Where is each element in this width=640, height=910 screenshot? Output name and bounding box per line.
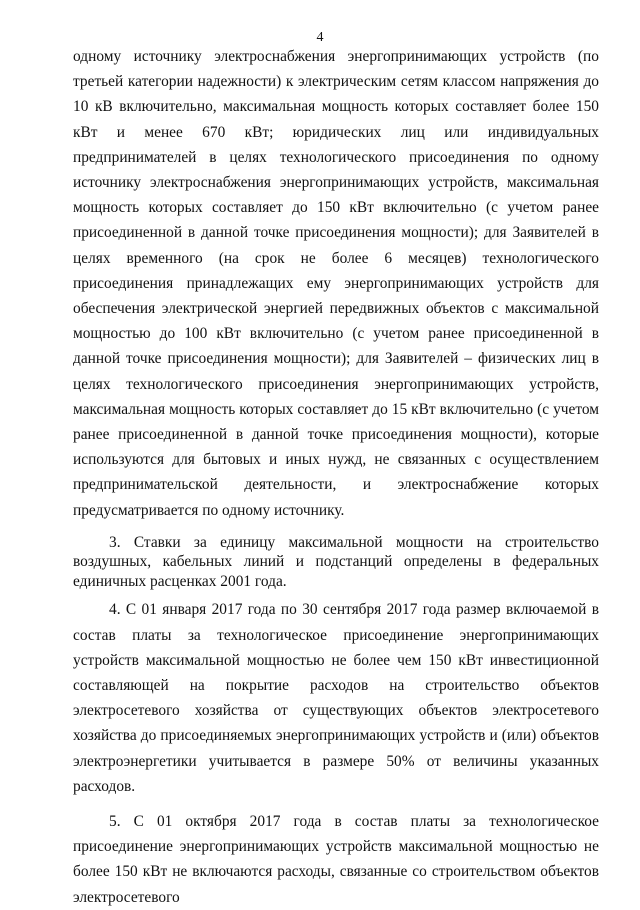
paragraph-4-investment-component: 4. С 01 января 2017 года по 30 сентября 2017 года размер включаемой в состав платы за технологическое присоединение энергопринимающих устройств максимальной мощностью не более чем 150 кВт инвестиционной составляющей на покрытие расходов на строительство объектов электросетевого хозяйства от существующих объектов электросетевого хозяйства до присоединяемых энергопринимающих устройств и (или) объектов электроэнергетики учитывается в размере 50% от величины указанных расходов.	[73, 601, 599, 795]
page-number: 4	[316, 30, 324, 45]
paragraph-3-rates: 3. Ставки за единицу максимальной мощности на строительство воздушных, кабельных линий и подстанций определены в федеральных единичных расценках 2001 года.	[73, 533, 599, 590]
paragraph-5-october-2017: 5. С 01 октября 2017 года в состав платы за технологическое присоединение энергопринимающих устройств максимальной мощностью не более 150 кВт не включаются расходы, связанные со строительством объектов электросетевого	[73, 812, 599, 906]
paragraph-continuation: одному источнику электроснабжения энергопринимающих устройств (по третьей категории надежности) к электрическим сетям классом напряжения до 10 кВ включительно, максимальная мощность которых составляет более 150 кВт и менее 670 кВт; юридических лиц или индивидуальных предпринимателей в целях технологического присоединения по одному источнику электроснабжения энергопринимающих устройств, максимальная мощность которых составляет до 150 кВт включительно (с учетом ранее присоединенной в данной точке присоединения мощности); для Заявителей в целях временного (на срок не более 6 месяцев) технологического присоединения принадлежащих ему энергопринимающих устройств для обеспечения электрической энергией передвижных объектов с максимальной мощностью до 100 кВт включительно (с учетом ранее присоединенной в данной точке присоединения мощности); для Заявителей – физических лиц в целях технологического присоединения энергопринимающих устройств, максимальная мощность которых составляет до 15 кВт включительно (с учетом ранее присоединенной в данной точке присоединения мощности), которые используются для бытовых и иных нужд, не связанных с осуществлением предпринимательской деятельности, и электроснабжение которых предусматривается по одному источнику.	[73, 48, 599, 519]
document-body	[73, 44, 599, 910]
